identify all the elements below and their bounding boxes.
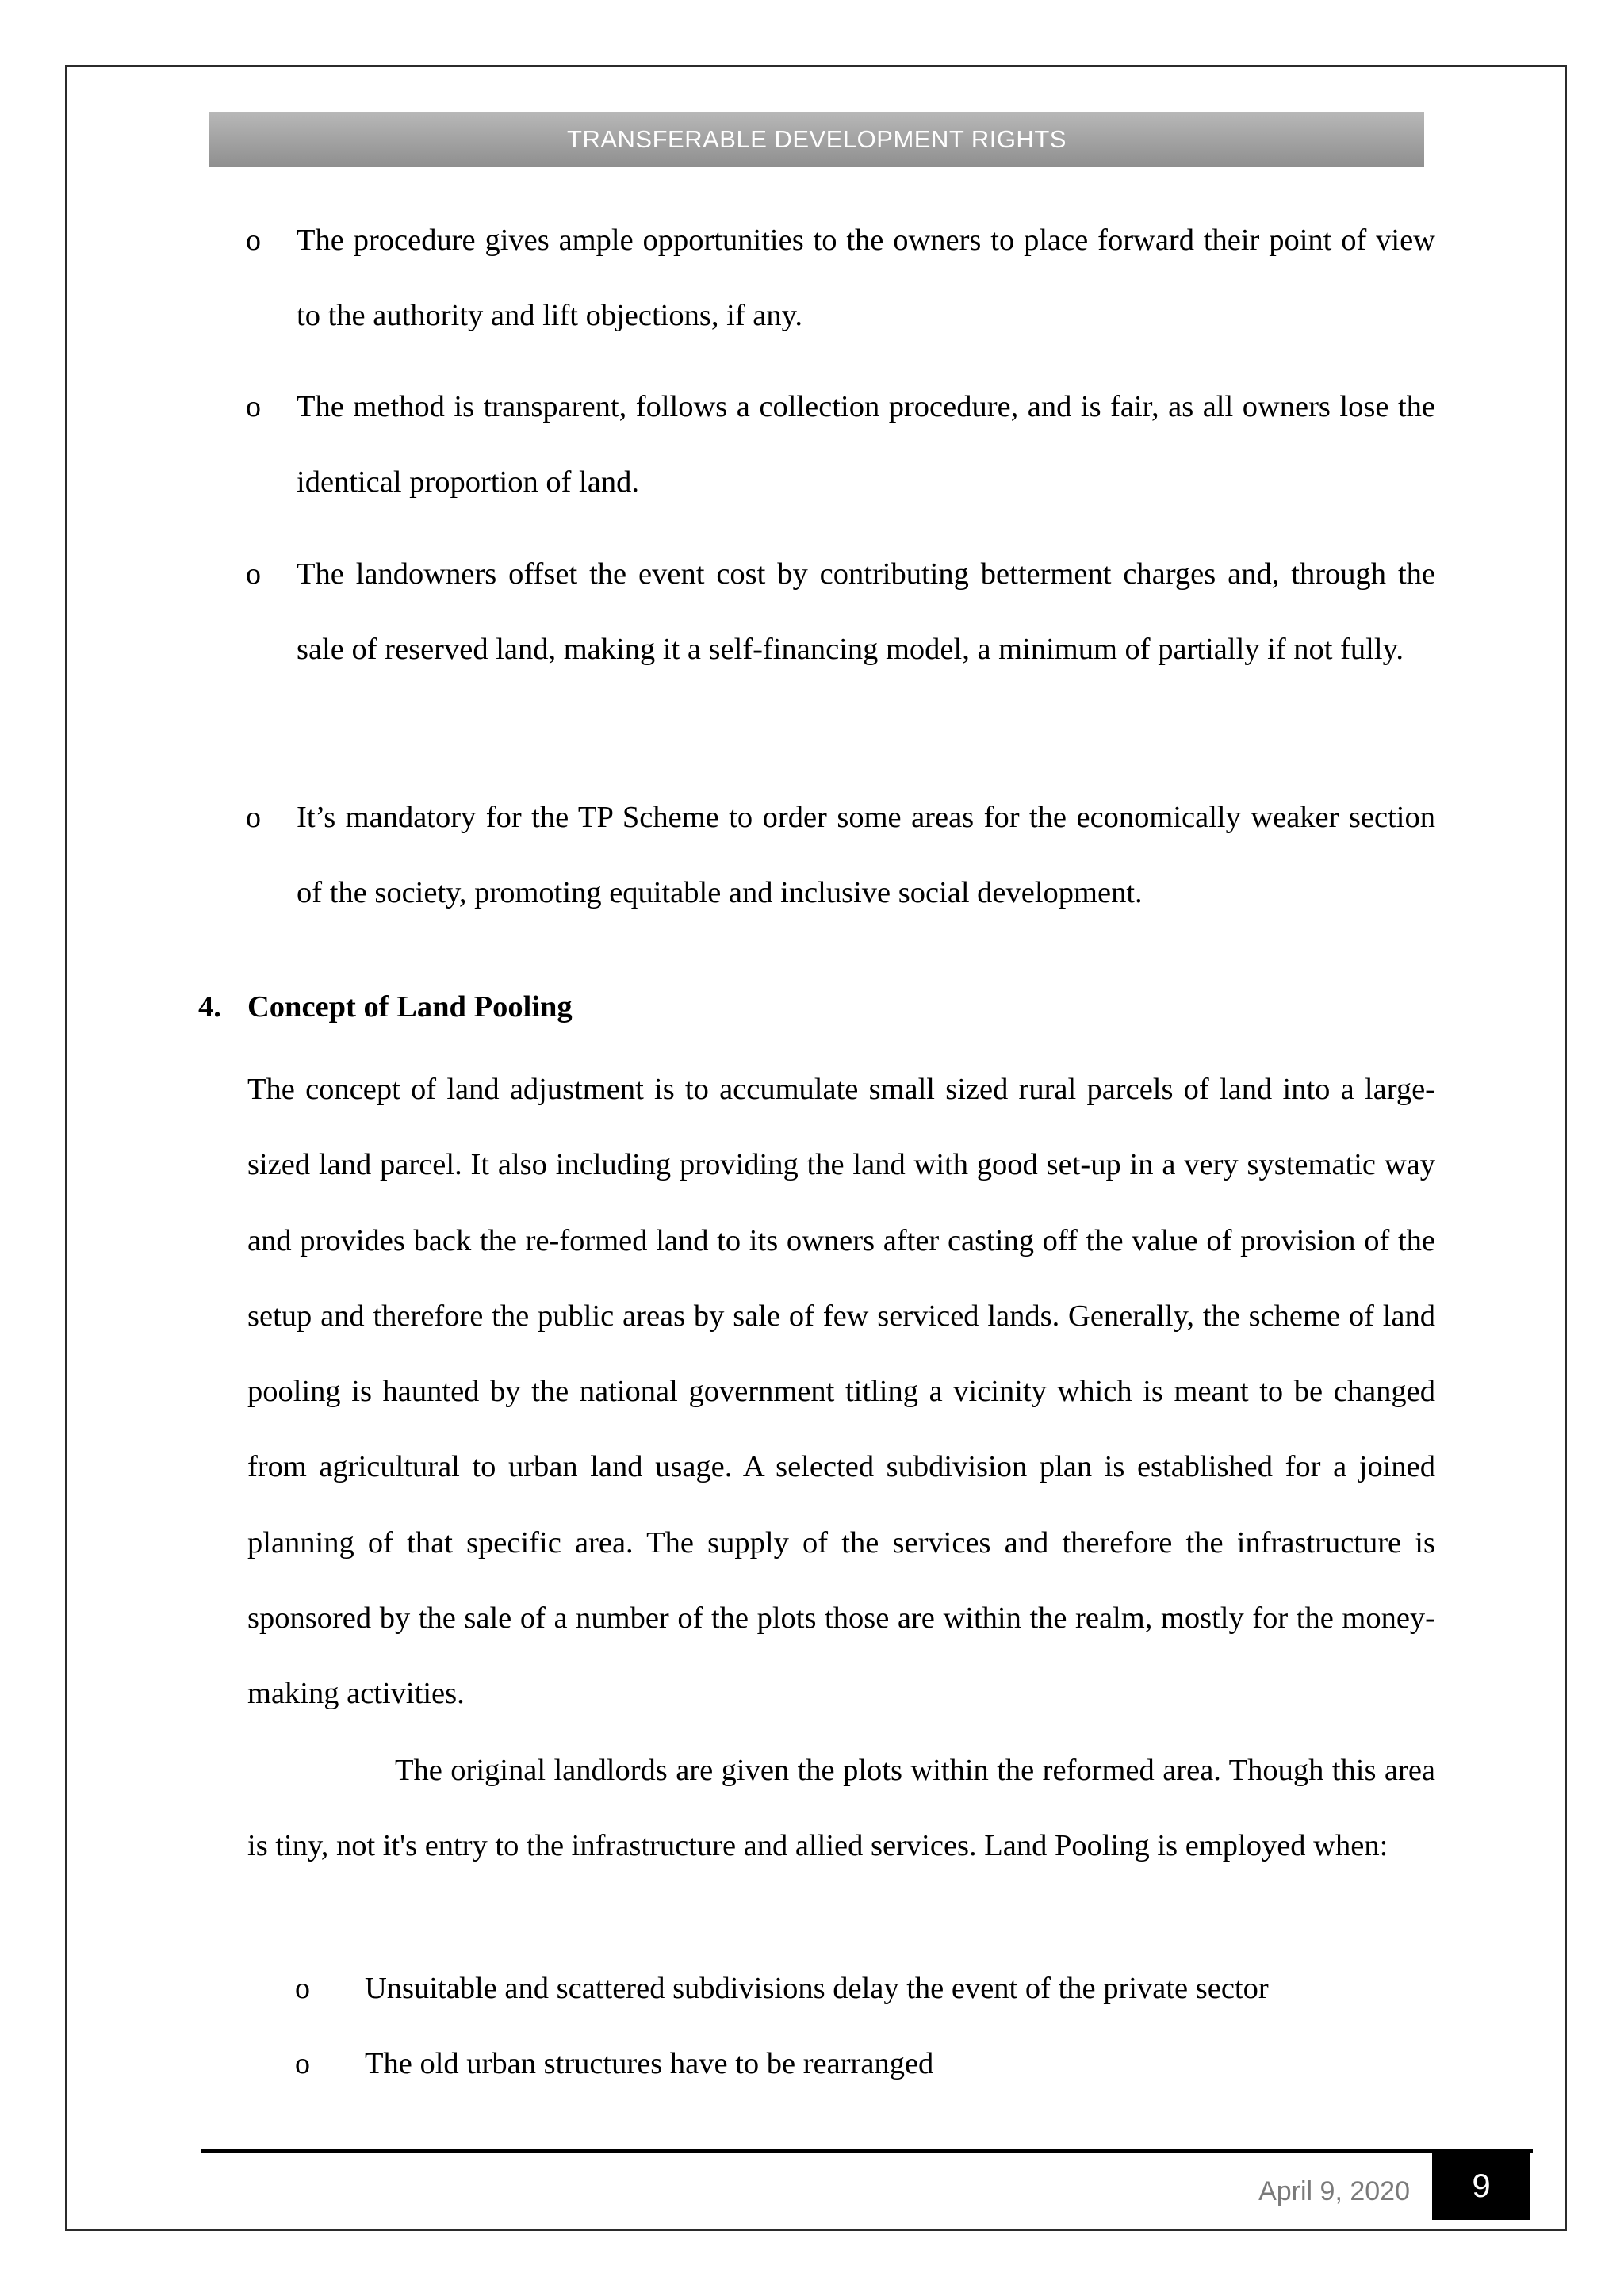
list-item-text: The landowners offset the event cost by contributing betterment charges and, through the sale of reserved land, making it a self-financing model, a minimum of partially if not fully. xyxy=(297,557,1435,666)
header-title: TRANSFERABLE DEVELOPMENT RIGHTS xyxy=(567,125,1067,153)
list-item-text: Unsuitable and scattered subdivisions delay the event of the private sector xyxy=(365,1972,1269,2005)
body-paragraph: The concept of land adjustment is to accumulate small sized rural parcels of land into a large-sized land parcel. It also including providing the land with good set-up in a very systematic way and provides back the re-formed land to its owners after casting off the value of provision of the setup and therefore the public areas by sale of few serviced lands. Generally, the scheme of land pooling is haunted by the national government titling a vicinity which is meant to be changed from agricultural to urban land usage. A selected subdivision plan is established for a joined planning of that specific area. The supply of the services and therefore the infrastructure is sponsored by the sale of a number of the plots those are within the realm, mostly for the money-making activities. xyxy=(247,1073,1435,1711)
bullet-marker: o xyxy=(246,557,261,591)
section-heading: Concept of Land Pooling xyxy=(247,990,573,1024)
footer-date: April 9, 2020 xyxy=(1258,2175,1410,2206)
list-item-text: The old urban structures have to be rearranged xyxy=(365,2047,934,2080)
bullet-marker: o xyxy=(295,1972,310,2005)
section-number: 4. xyxy=(198,990,221,1024)
body-paragraph: The original landlords are given the plots within the reformed area. Though this area is tiny, not it's entry to the infrastructure and allied services. Land Pooling is employed when: xyxy=(247,1754,1435,1863)
bullet-marker: o xyxy=(246,390,261,423)
bullet-marker: o xyxy=(246,224,261,257)
list-item-text: It’s mandatory for the TP Scheme to order some areas for the economically weaker section of the society, promoting equitable and inclusive social development. xyxy=(297,801,1435,909)
page-number: 9 xyxy=(1432,2152,1530,2220)
bullet-marker: o xyxy=(246,801,261,834)
list-item-text: The procedure gives ample opportunities to the owners to place forward their point of view to the authority and lift objections, if any. xyxy=(297,224,1435,332)
bullet-marker: o xyxy=(295,2047,310,2080)
footer-divider xyxy=(201,2149,1533,2153)
running-header xyxy=(209,112,1424,167)
list-item-text: The method is transparent, follows a collection procedure, and is fair, as all owners lose the identical proportion of land. xyxy=(297,390,1435,499)
